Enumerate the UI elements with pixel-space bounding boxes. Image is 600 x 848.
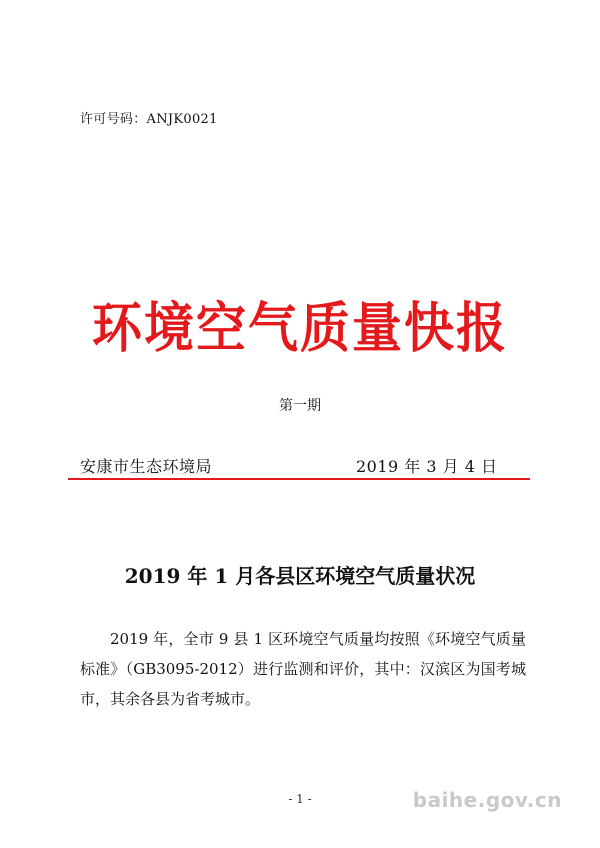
page-number: - 1 - [288,792,312,806]
issue-number: 第一期 [279,398,321,414]
issuing-agency: 安康市生态环境局 [80,457,213,476]
license-number: 许可号码：ANJK0021 [80,112,218,127]
red-divider [68,478,530,480]
article-paragraph: 2019 年，全市 9 县 1 区环境空气质量均按照《环境空气质量标准》（GB3095-2012）进行监测和评价，其中：汉滨区为国考城市，其余各县为省考城市。 [80,630,526,708]
issue-date: 2019 年 3 月 4 日 [356,457,498,476]
article-headline: 2019 年 1 月各县区环境空气质量状况 [124,564,476,588]
masthead-title: 环境空气质量快报 [92,295,508,360]
site-watermark: baihe.gov.cn [412,788,562,812]
